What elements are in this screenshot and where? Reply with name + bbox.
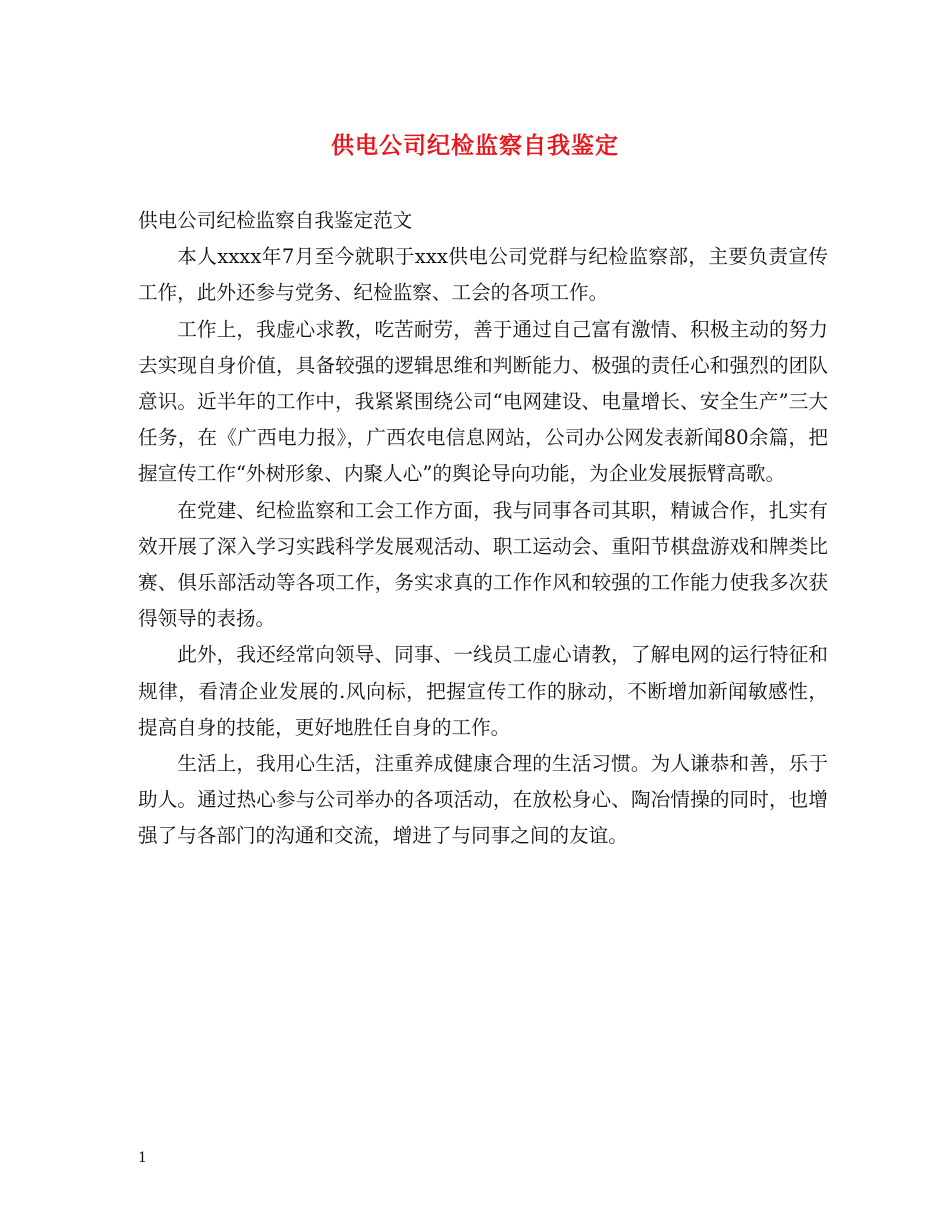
paragraph-intro: 本人xxxx年7月至今就职于xxx供电公司党群与纪检监察部，主要负责宣传工作，此外还参与党务、纪检监察、工会的各项工作。 [138, 245, 828, 305]
document-subtitle: 供电公司纪检监察自我鉴定范文 [138, 209, 413, 232]
paragraph-work: 工作上，我虚心求教，吃苦耐劳，善于通过自己富有激情、积极主动的努力去实现自身价值，具备较强的逻辑思维和判断能力、极强的责任心和强烈的团队意识。近半年的工作中，我紧紧围绕公司“电网建设、电量增长、安全生产”三大任务，在《广西电力报》，广西农电信息网站，公司办公网发表新闻80余篇，把握宣传工作“外树形象、内聚人心”的舆论导向功能，为企业发展振臂高歌。 [138, 317, 828, 486]
paragraph-party-work: 在党建、纪检监察和工会工作方面，我与同事各司其职，精诚合作，扎实有效开展了深入学习实践科学发展观活动、职工运动会、重阳节棋盘游戏和牌类比赛、俱乐部活动等各项工作，务实求真的工作作风和较强的工作能力使我多次获得领导的表扬。 [138, 498, 828, 631]
document-body [138, 203, 828, 855]
paragraph-life: 生活上，我用心生活，注重养成健康合理的生活习惯。为人谦恭和善，乐于助人。通过热心参与公司举办的各项活动，在放松身心、陶冶情操的同时，也增强了与各部门的沟通和交流，增进了与同事之间的友谊。 [138, 752, 828, 848]
page-number: 1 [138, 1150, 147, 1166]
document-title: 供电公司纪检监察自我鉴定 [331, 132, 619, 159]
paragraph-learning: 此外，我还经常向领导、同事、一线员工虚心请教，了解电网的运行特征和规律，看清企业发展的.风向标，把握宣传工作的脉动，不断增加新闻敏感性，提高自身的技能，更好地胜任自身的工作。 [138, 643, 828, 739]
